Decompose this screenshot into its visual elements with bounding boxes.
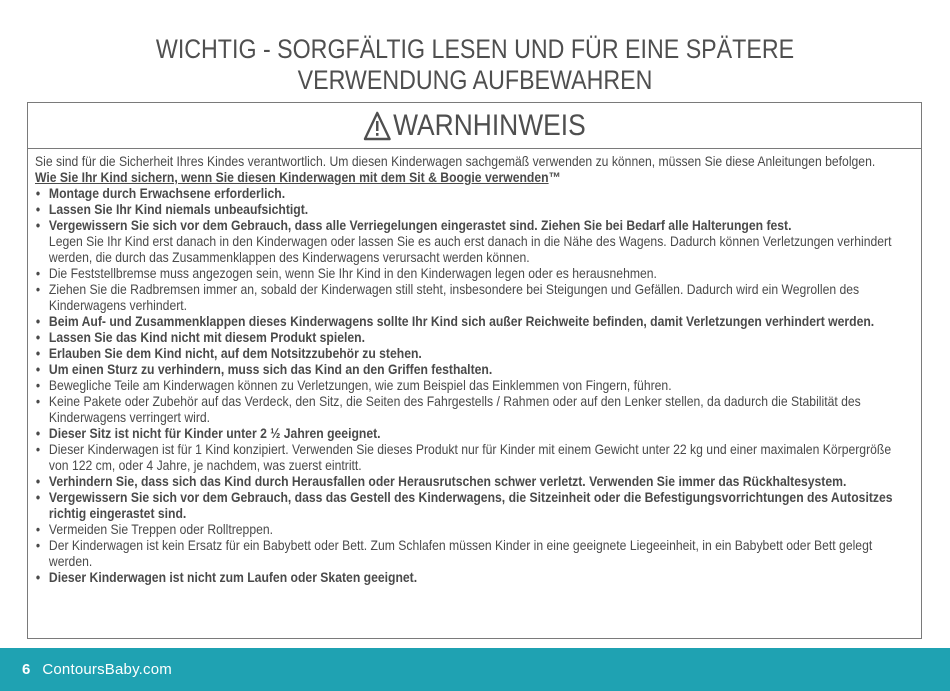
footer-bar <box>0 648 950 691</box>
warning-item: • Erlauben Sie dem Kind nicht, auf dem Notsitzzubehör zu stehen. <box>35 345 905 361</box>
warning-item: • Montage durch Erwachsene erforderlich. <box>35 185 905 201</box>
warning-box <box>27 102 922 639</box>
trademark-mark: ™ <box>548 169 561 185</box>
warning-subheading-text: Wie Sie Ihr Kind sichern, wenn Sie diesen Kinderwagen mit dem Sit & Boogie verwenden <box>35 169 549 185</box>
page-title <box>67 34 884 96</box>
website-link[interactable]: ContoursBaby.com <box>42 661 172 678</box>
warning-item: • Der Kinderwagen ist kein Ersatz für ein Babybett oder Bett. Zum Schlafen müssen Kinder in eine geeignete Liegeeinheit, in ein Babybett oder Bett gelegt werden. <box>35 537 905 569</box>
warning-item: • Dieser Sitz ist nicht für Kinder unter 2 ½ Jahren geeignet. <box>35 425 905 441</box>
warning-item: • Lassen Sie Ihr Kind niemals unbeaufsichtigt. <box>35 201 905 217</box>
warning-item: • Keine Pakete oder Zubehör auf das Verdeck, den Sitz, die Seiten des Fahrgestells / Rahmen oder auf den Lenker stellen, da dadurch die Stabilität des Kinderwagens verringert wird. <box>35 393 905 425</box>
warning-item: • Um einen Sturz zu verhindern, muss sich das Kind an den Griffen festhalten. <box>35 361 905 377</box>
warning-subheading <box>35 169 905 185</box>
page-title-line-2: VERWENDUNG AUFBEWAHREN <box>297 65 653 95</box>
warning-item: • Lassen Sie das Kind nicht mit diesem Produkt spielen. <box>35 329 905 345</box>
warning-item: • Beim Auf- und Zusammenklappen dieses Kinderwagens sollte Ihr Kind sich außer Reichweite befinden, damit Verletzungen verhindert werden. <box>35 313 905 329</box>
warning-item: • Die Feststellbremse muss angezogen sein, wenn Sie Ihr Kind in den Kinderwagen legen oder es herausnehmen. <box>35 265 905 281</box>
warning-item: • Dieser Kinderwagen ist für 1 Kind konzipiert. Verwenden Sie dieses Produkt nur für Kinder mit einem Gewicht unter 22 kg und einer maximalen Körpergröße von 122 cm, oder 4 Jahre, je nachdem, was zuerst eintritt. <box>35 441 905 473</box>
warning-list <box>35 185 905 585</box>
warning-item: • Dieser Kinderwagen ist nicht zum Laufen oder Skaten geeignet. <box>35 569 905 585</box>
warning-item: • Ziehen Sie die Radbremsen immer an, sobald der Kinderwagen still steht, insbesondere bei Steigungen und Gefällen. Dadurch wird ein Wegrollen des Kinderwagens verhindert. <box>35 281 905 313</box>
warning-item: • Vergewissern Sie sich vor dem Gebrauch, dass das Gestell des Kinderwagens, die Sitzeinheit oder die Befestigungsvorrichtungen des Autositzes richtig eingerastet sind. <box>35 489 905 521</box>
warning-triangle-icon <box>363 111 391 141</box>
warning-intro: Sie sind für die Sicherheit Ihres Kindes verantwortlich. Um diesen Kinderwagen sachgemäß verwenden zu können, müssen Sie diese Anleitungen befolgen. <box>35 153 876 169</box>
page-title-line-1: WICHTIG - SORGFÄLTIG LESEN UND FÜR EINE SPÄTERE <box>155 34 795 64</box>
warning-item-continuation: Legen Sie Ihr Kind erst danach in den Kinderwagen oder lassen Sie es auch erst danach in die Nähe des Wagens. Dadurch können Verletzungen verhindert werden, die durch das Zusammenklappen des Kinderwagens verursacht werden können. <box>48 233 892 265</box>
warning-item: • Vergewissern Sie sich vor dem Gebrauch, dass alle Verriegelungen eingerastet sind. Ziehen Sie bei Bedarf alle Halterungen fest. <box>35 217 905 233</box>
page-number: 6 <box>22 661 31 678</box>
warning-content <box>35 153 905 585</box>
warning-item: • Vermeiden Sie Treppen oder Rolltreppen. <box>35 521 905 537</box>
warning-item: • Verhindern Sie, dass sich das Kind durch Herausfallen oder Herausrutschen schwer verletzt. Verwenden Sie immer das Rückhaltesystem. <box>35 473 905 489</box>
warning-header <box>28 103 921 149</box>
warning-item: • Bewegliche Teile am Kinderwagen können zu Verletzungen, wie zum Beispiel das Einklemmen von Fingern, führen. <box>35 377 905 393</box>
warning-heading: WARNHINWEIS <box>393 108 586 142</box>
